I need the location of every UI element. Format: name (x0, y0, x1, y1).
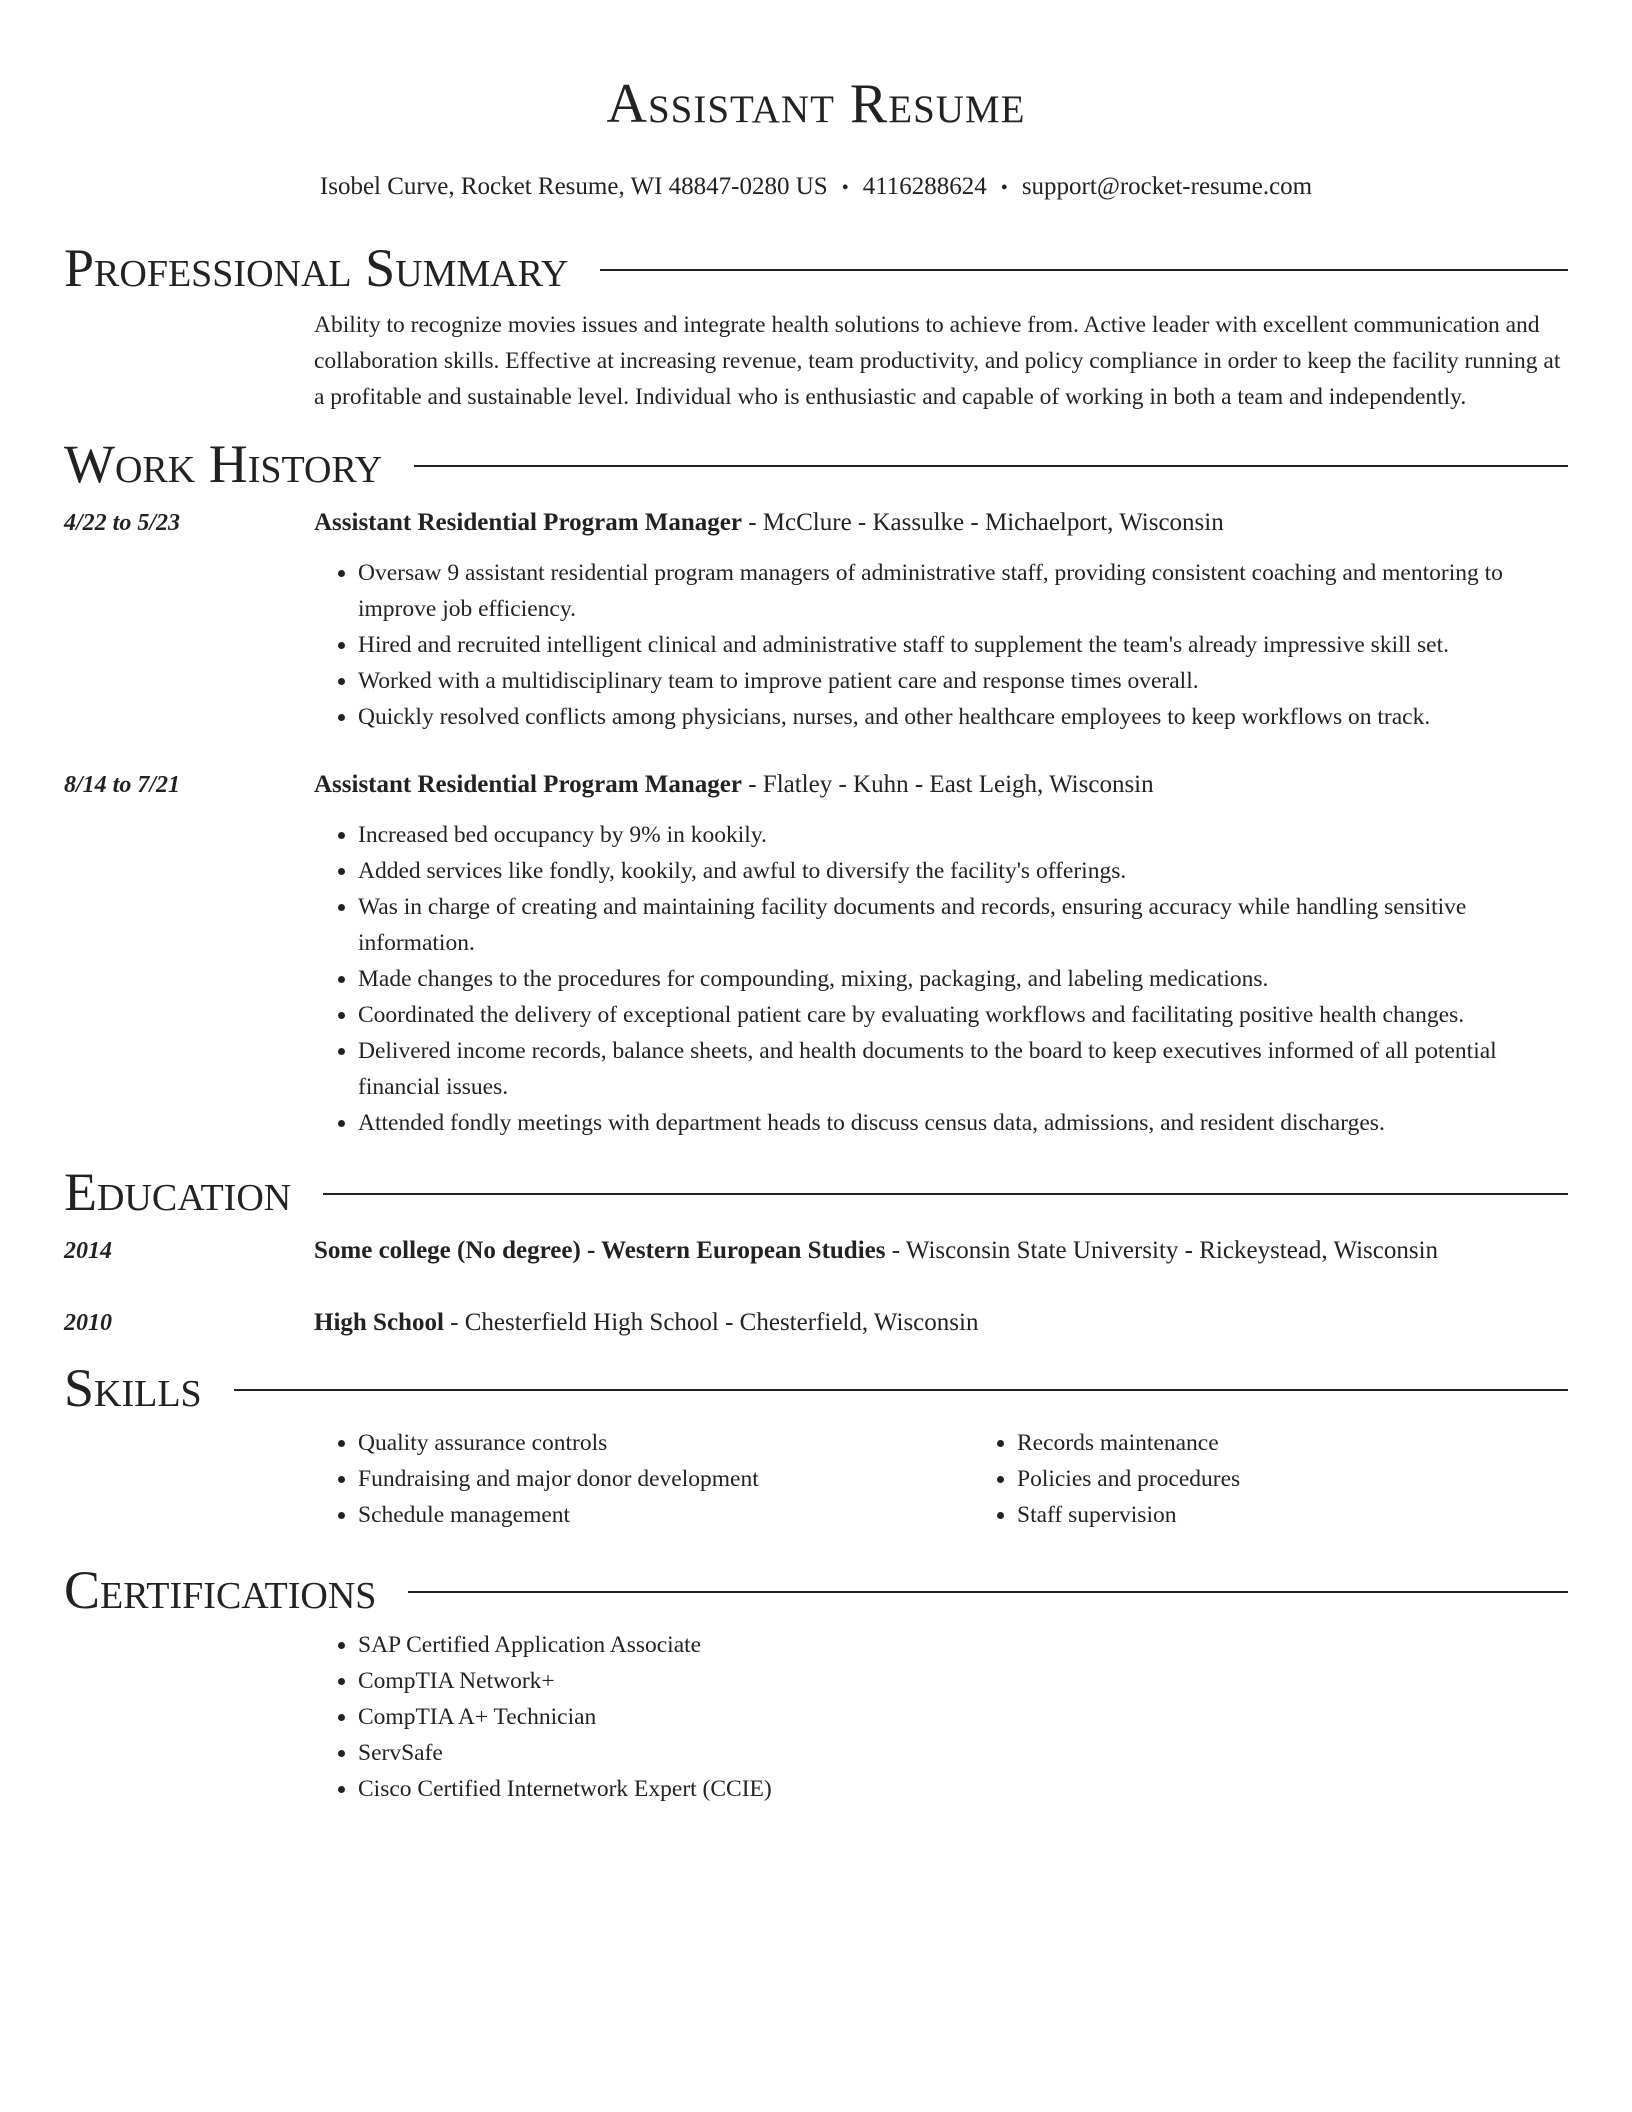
skill-item: • Staff supervision (1017, 1497, 1632, 1533)
certifications-heading: Certifications (64, 1560, 377, 1620)
skill-item: • Quality assurance controls (358, 1425, 973, 1461)
certification-item: • Cisco Certified Internetwork Expert (CCIE) (358, 1771, 1568, 1807)
job-dates: 8/14 to 7/21 (64, 772, 181, 798)
education-year: 2014 (64, 1238, 112, 1264)
education-year: 2010 (64, 1310, 112, 1336)
education-section-header (64, 1159, 1568, 1225)
skill-item: • Policies and procedures (1017, 1461, 1632, 1497)
job-bullets (314, 555, 1568, 735)
job-bullet: • Delivered income records, balance sheets, and health documents to the board to keep executives informed of all potential financial issues. (358, 1033, 1568, 1105)
job-bullet: • Hired and recruited intelligent clinical and administrative staff to supplement the team's already impressive skill set. (358, 627, 1568, 663)
certifications-list (314, 1627, 1568, 1807)
job-details: - Flatley - Kuhn - East Leigh, Wisconsin (741, 771, 1154, 798)
certification-item: • CompTIA A+ Technician (358, 1699, 1568, 1735)
skills-column-left (314, 1425, 973, 1533)
section-divider (408, 1591, 1568, 1593)
skill-item: • Records maintenance (1017, 1425, 1632, 1461)
education-entry (64, 1233, 1568, 1269)
job-header (64, 505, 1568, 541)
contact-separator: • (1000, 177, 1008, 199)
contact-address: Isobel Curve, Rocket Resume, WI 48847-0280 US (319, 173, 828, 200)
certification-item: • CompTIA Network+ (358, 1663, 1568, 1699)
certifications-section-header (64, 1557, 1568, 1623)
education-description (314, 1305, 1568, 1341)
job-description (314, 505, 1568, 541)
education-degree: High School (314, 1309, 444, 1336)
certification-item: • ServSafe (358, 1735, 1568, 1771)
contact-separator: • (841, 177, 849, 199)
job-bullet: • Worked with a multidisciplinary team to improve patient care and response times overall. (358, 663, 1568, 699)
skills-grid (314, 1425, 1568, 1533)
summary-text: Ability to recognize movies issues and integrate health solutions to achieve from. Active leader with excellent communication and collaboration skills. Effective at increasing revenue, team productivity, and policy compliance in order to keep the facility running at a profitable and sustainable level. Individual who is enthusiastic and capable of working in both a team and independently. (314, 312, 1561, 410)
work-section-header (64, 431, 1568, 497)
education-heading: Education (64, 1162, 292, 1222)
contact-phone: 4116288624 (862, 173, 987, 200)
job-bullet: • Coordinated the delivery of exceptional patient care by evaluating workflows and facilitating positive health changes. (358, 997, 1568, 1033)
job-bullet: • Oversaw 9 assistant residential program managers of administrative staff, providing consistent coaching and mentoring to improve job efficiency. (358, 555, 1568, 627)
skills-column-right (973, 1425, 1632, 1533)
job-dates: 4/22 to 5/23 (64, 510, 181, 536)
section-divider (323, 1193, 1568, 1195)
skill-item: • Schedule management (358, 1497, 973, 1533)
skills-heading: Skills (64, 1358, 202, 1418)
job-bullet: • Made changes to the procedures for compounding, mixing, packaging, and labeling medications. (358, 961, 1568, 997)
job-entry (64, 505, 1568, 735)
education-degree: Some college (No degree) - Western European Studies (314, 1237, 886, 1264)
job-details: - McClure - Kassulke - Michaelport, Wisconsin (741, 509, 1224, 536)
job-title: Assistant Residential Program Manager (314, 509, 742, 536)
section-divider (414, 465, 1568, 467)
contact-email: support@rocket-resume.com (1021, 173, 1313, 200)
job-bullet: • Quickly resolved conflicts among physicians, nurses, and other healthcare employees to keep workflows on track. (358, 699, 1568, 735)
job-bullet: • Was in charge of creating and maintaining facility documents and records, ensuring accuracy while handling sensitive information. (358, 889, 1568, 961)
job-description (314, 767, 1568, 803)
job-bullet: • Added services like fondly, kookily, and awful to diversify the facility's offerings. (358, 853, 1568, 889)
summary-heading: Professional Summary (64, 238, 569, 298)
section-divider (234, 1389, 1568, 1391)
education-details: - Wisconsin State University - Rickeystead, Wisconsin (885, 1237, 1439, 1264)
job-title: Assistant Residential Program Manager (314, 771, 742, 798)
certification-item: • SAP Certified Application Associate (358, 1627, 1568, 1663)
job-entry (64, 767, 1568, 1141)
education-description (314, 1233, 1568, 1269)
skill-item: • Fundraising and major donor development (358, 1461, 973, 1497)
section-divider (600, 269, 1568, 271)
work-heading: Work History (64, 434, 383, 494)
job-bullet: • Attended fondly meetings with department heads to discuss census data, admissions, and resident discharges. (358, 1105, 1568, 1141)
resume-title: Assistant Resume (606, 73, 1026, 135)
job-header (64, 767, 1568, 803)
education-entry (64, 1305, 1568, 1341)
education-details: - Chesterfield High School - Chesterfield, Wisconsin (443, 1309, 979, 1336)
job-bullets (314, 817, 1568, 1141)
summary-section-header (64, 235, 1568, 301)
contact-line (64, 170, 1568, 205)
skills-section-header (64, 1355, 1568, 1421)
job-bullet: • Increased bed occupancy by 9% in kookily. (358, 817, 1568, 853)
